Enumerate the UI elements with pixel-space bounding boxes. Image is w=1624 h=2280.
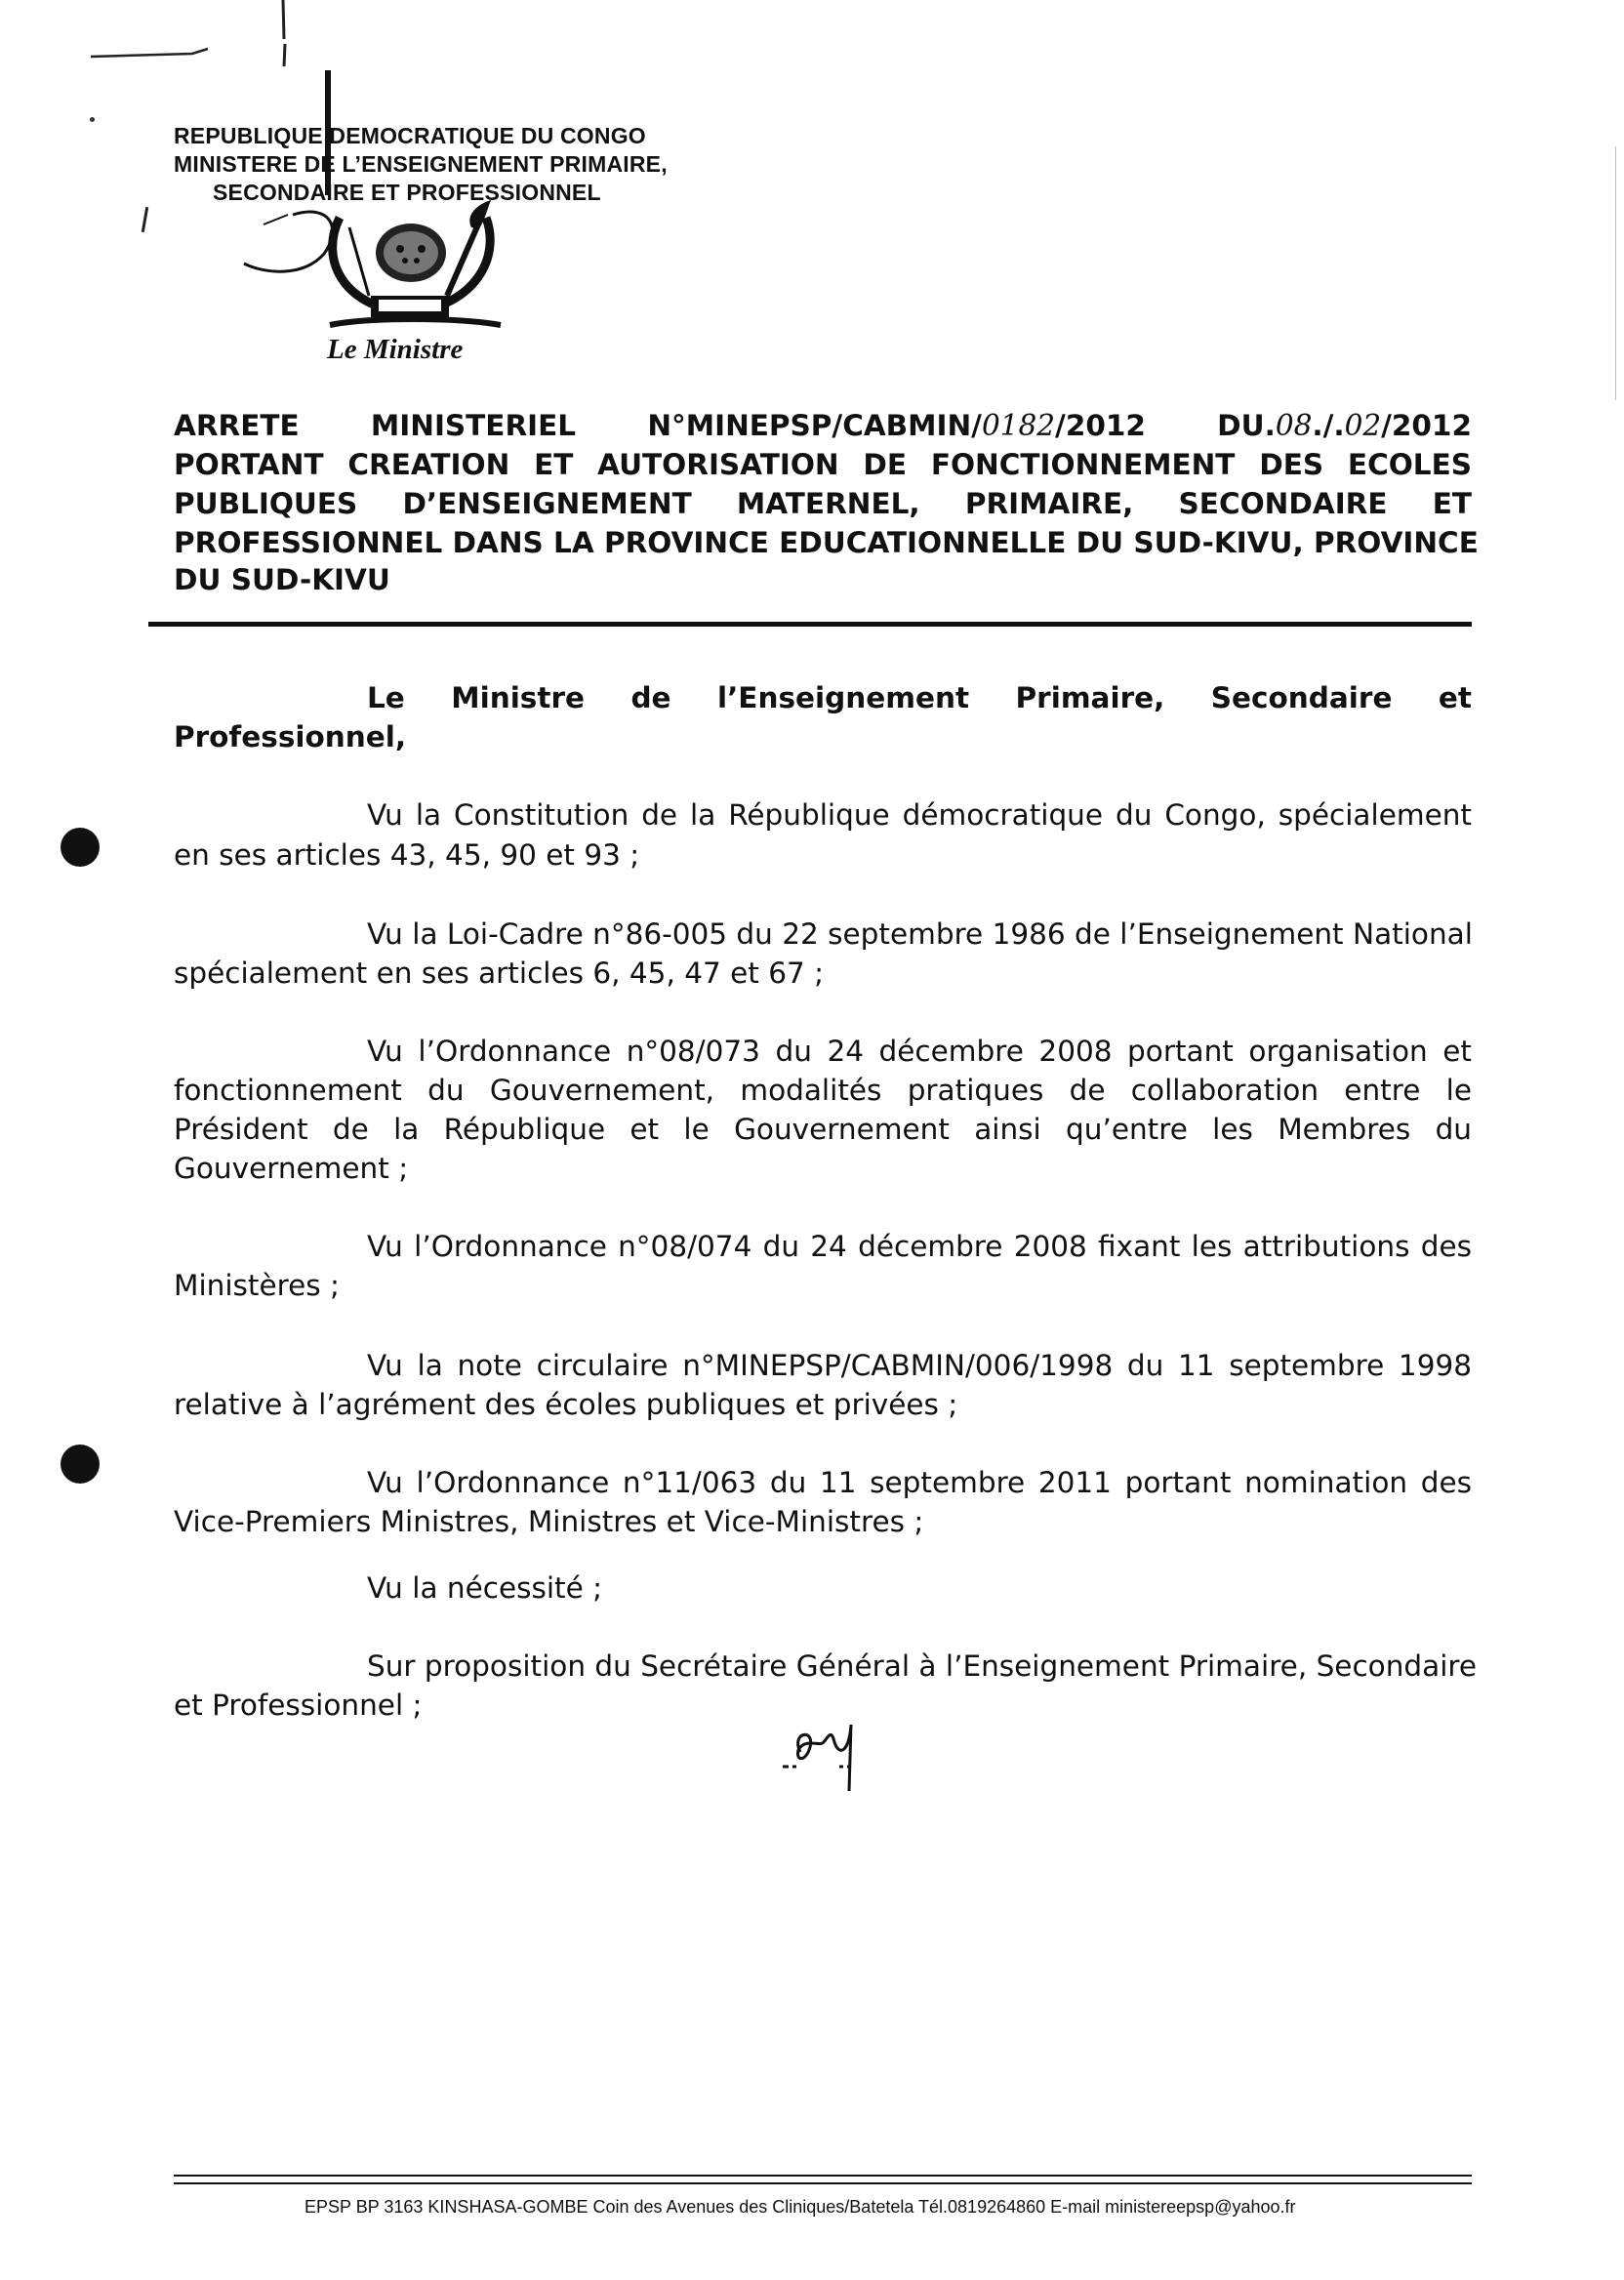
punch-hole-upper [61,828,100,867]
sur-proposition-line-2: et Professionnel ; [174,1689,423,1722]
footer-rule-bottom [174,2182,1472,2184]
vu-ordonnance-074-line-1: Vu l’Ordonnance n°08/074 du 24 décembre 2008 fixant les attributions des [367,1230,1472,1263]
decree-title-line-1: ARRETE MINISTERIEL N°MINEPSP/CABMIN/0182/2012 DU.08./.02/2012 [174,409,1472,442]
intro-line-1: Le Ministre de l’Enseignement Primaire, Secondaire et [367,681,1472,714]
initials-signature [781,1713,869,1796]
signatory-title: Le Ministre [327,334,464,365]
decree-number-handwritten: 0182 [981,409,1056,442]
scan-edge-line [1615,146,1616,400]
decree-day-handwritten: 08 [1275,409,1313,442]
vu-ordonnance-063-line-2: Vice-Premiers Ministres, Ministres et Vice-Ministres ; [174,1505,924,1538]
vu-ordonnance-063-line-1: Vu l’Ordonnance n°11/063 du 11 septembre 2011 portant nomination des [367,1466,1472,1499]
header-ministry-cont: SECONDAIRE ET PROFESSIONNEL [213,180,601,205]
vu-ordonnance-073-line-2: fonctionnement du Gouvernement, modalités pratiques de collaboration entre le [174,1074,1472,1107]
decree-title-line-2: PORTANT CREATION ET AUTORISATION DE FONCTIONNEMENT DES ECOLES [174,448,1472,481]
footer-address: EPSP BP 3163 KINSHASA-GOMBE Coin des Avenues des Cliniques/Batetela Tél.0819264860 E-mail ministereepsp@yahoo.fr [304,2197,1296,2217]
intro-line-2: Professionnel, [174,720,407,753]
vu-loi-cadre-line-1: Vu la Loi-Cadre n°86-005 du 22 septembre 1986 de l’Enseignement National [367,917,1473,951]
decree-title-line-3: PUBLIQUES D’ENSEIGNEMENT MATERNEL, PRIMAIRE, SECONDAIRE ET [174,487,1472,520]
vu-constitution-line-1: Vu la Constitution de la République démocratique du Congo, spécialement [367,798,1472,832]
header-ministry: MINISTERE DE L’ENSEIGNEMENT PRIMAIRE, [174,151,668,177]
scan-dot [90,117,95,122]
decree-title-line-5: DU SUD-KIVU [174,563,390,596]
header-country: REPUBLIQUE DEMOCRATIQUE DU CONGO [174,123,646,148]
sur-proposition-line-1: Sur proposition du Secrétaire Général à l’Enseignement Primaire, Secondaire [367,1649,1478,1683]
scan-mark-top [83,0,307,78]
footer-rule-top [174,2175,1472,2177]
vu-loi-cadre-line-2: spécialement en ses articles 6, 45, 47 et 67 ; [174,957,825,990]
title-divider [148,622,1472,627]
decree-title-line-4: PROFESSIONNEL DANS LA PROVINCE EDUCATIONNELLE DU SUD-KIVU, PROVINCE [174,526,1479,559]
vu-ordonnance-073-line-3: Président de la République et le Gouvernement ainsi qu’entre les Membres du [174,1113,1472,1146]
vu-note-circulaire-line-2: relative à l’agrément des écoles publiques et privées ; [174,1388,958,1421]
punch-hole-lower [61,1445,100,1484]
coat-of-arms-emblem [310,198,523,335]
vu-note-circulaire-line-1: Vu la note circulaire n°MINEPSP/CABMIN/006/1998 du 11 septembre 1998 [367,1349,1472,1382]
vu-constitution-line-2: en ses articles 43, 45, 90 et 93 ; [174,838,640,872]
decree-month-handwritten: 02 [1344,409,1382,442]
vu-ordonnance-073-line-1: Vu l’Ordonnance n°08/073 du 24 décembre 2008 portant organisation et [367,1035,1472,1068]
vu-necessite: Vu la nécessité ; [367,1571,603,1605]
vu-ordonnance-074-line-2: Ministères ; [174,1269,340,1302]
vu-ordonnance-073-line-4: Gouvernement ; [174,1152,409,1185]
